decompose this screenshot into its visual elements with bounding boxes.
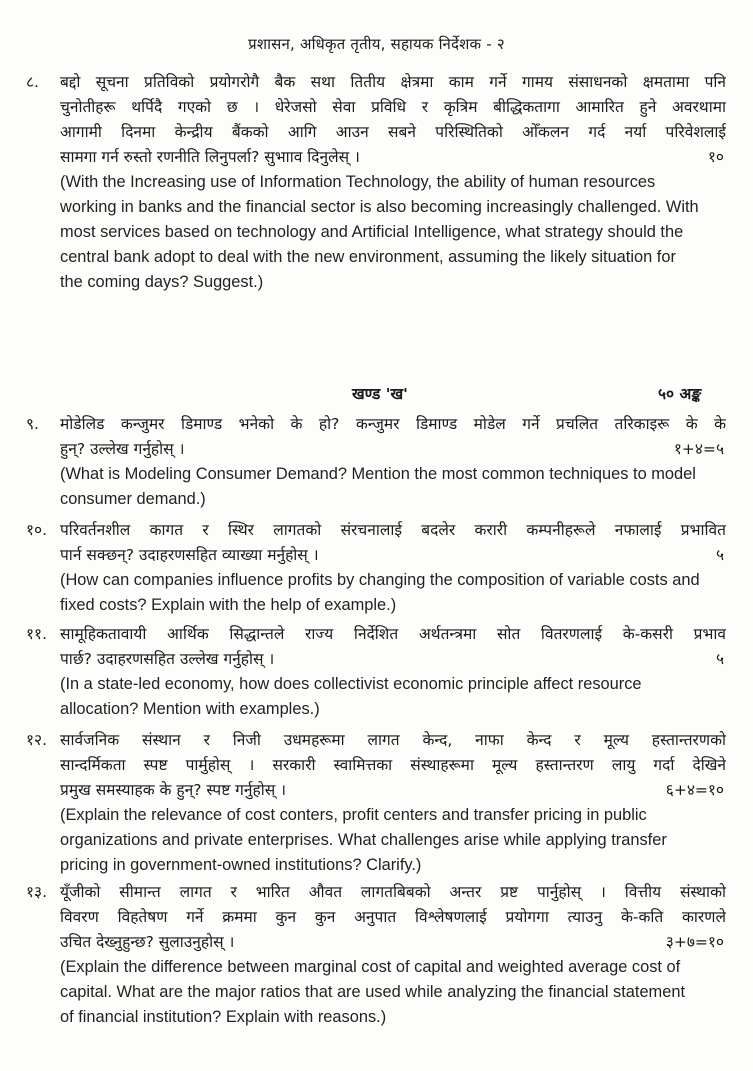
question-text-nepali: सामूहिकतावायी आर्थिक सिद्धान्तले राज्य निर्देशित अर्थतन्त्रमा सोत वितरणलाई के-कसरी प्रभाव [60, 625, 726, 643]
question-text-nepali: आगामी दिनमा केन्द्रीय बैंकको आगि आउन सबने परिस्थितिको ओँकलन गर्द नर्या परिवेशलाई [60, 123, 726, 141]
question-text-english: (How can companies influence profits by changing the composition of variable costs and [60, 571, 700, 589]
question-text-nepali: उचित देख्नुहुन्छ? सुलाउनुहोस् । [60, 933, 235, 951]
question-text-english: capital. What are the major ratios that are used while analyzing the financial statement [60, 983, 685, 1001]
question-text-english: of financial institution? Explain with reasons.) [60, 1008, 387, 1026]
question-text-nepali: यूँजीको सीमान्त लागत र भारित औवत लागतबिबको अन्तर प्रष्ट पार्नुहोस् । वित्तीय संस्थाको [60, 883, 726, 901]
question-block [26, 622, 726, 722]
question-number: ९. [26, 415, 39, 433]
question-text-english: (Explain the difference between marginal cost of capital and weighted average cost of [60, 958, 681, 976]
question-block [26, 70, 726, 295]
question-text-nepali: पार्न सक्छन्? उदाहरणसहित व्याख्या मर्नुहोस् । [60, 546, 319, 564]
question-number: ११. [26, 625, 48, 643]
question-number: ८. [26, 73, 39, 91]
question-number: १०. [26, 521, 48, 539]
question-text-nepali: पार्छ? उदाहरणसहित उल्लेख गर्नुहोस् । [60, 650, 275, 668]
question-text-english: (What is Modeling Consumer Demand? Mention the most common techniques to model [60, 465, 696, 483]
question-text-english: the coming days? Suggest.) [60, 273, 264, 291]
question-marks: ५ [715, 650, 724, 668]
question-text-nepali: हुन्? उल्लेख गर्नुहोस् । [60, 440, 185, 458]
question-number: १३. [26, 883, 48, 901]
question-block [26, 728, 726, 878]
question-number: १२. [26, 731, 48, 749]
question-text-english: (With the Increasing use of Information Technology, the ability of human resources [60, 173, 656, 191]
question-text-english: fixed costs? Explain with the help of example.) [60, 596, 397, 614]
question-text-nepali: विवरण विहतेषण गर्ने क्रममा कुन कुन अनुपात विश्लेषणलाई प्रयोगगा त्याउनु के-कति कारणले [60, 908, 726, 926]
question-block [26, 412, 726, 512]
question-text-english: consumer demand.) [60, 490, 206, 508]
question-block [26, 518, 726, 618]
question-marks: ५ [715, 546, 724, 564]
question-block [26, 880, 726, 1030]
question-text-nepali: प्रमुख समस्याहक के हुन्? स्पष्ट गर्नुहोस् । [60, 781, 287, 799]
question-marks: ३+७=१० [665, 933, 724, 951]
question-marks: १+४=५ [673, 440, 724, 458]
question-marks: १० [707, 148, 724, 166]
question-text-nepali: मोडेलिड कन्जुमर डिमाण्ड भनेको के हो? कन्जुमर डिमाण्ड मोडेल गर्ने प्रचलित तरिकाइरू के के [60, 415, 726, 433]
question-text-english: (In a state-led economy, how does collectivist economic principle affect resource [60, 675, 642, 693]
question-text-english: central bank adopt to deal with the new environment, assuming the likely situation for [60, 248, 676, 266]
section-title: खण्ड 'ख' [352, 385, 408, 403]
question-text-english: most services based on technology and Artificial Intelligence, what strategy should the [60, 223, 684, 241]
question-text-english: allocation? Mention with examples.) [60, 700, 320, 718]
section-marks: ५० अङ्क [658, 385, 702, 403]
question-text-english: pricing in government-owned institutions? Clarify.) [60, 856, 422, 874]
question-text-nepali: सान्दर्मिकता स्पष्ट पार्मुहोस् । सरकारी स्वामित्तका संस्थाहरूमा मूल्य हस्तान्तरण लायु गर्दा देखिने [60, 756, 726, 774]
question-text-english: working in banks and the financial sector is also becoming increasingly challenged. With [60, 198, 699, 216]
question-text-nepali: बद्दो सूचना प्रतिविको प्रयोगरोगै बैक सथा तितीय क्षेत्रमा काम गर्ने गामय संसाधनको क्षमतामा पनि [60, 73, 726, 91]
question-text-nepali: सार्वजनिक संस्थान र निजी उधमहरूमा लागत केन्द, नाफा केन्द र मूल्य हस्तान्तरणको [60, 731, 726, 749]
question-text-nepali: चुनोतीहरू थर्पिदै गएको छ । धेरेजसो सेवा प्रविधि र कृत्रिम बीद्धिकतागा आमारित हुने अवरथामा [60, 98, 726, 116]
page-header: प्रशासन, अधिकृत तृतीय, सहायक निर्देशक - २ [248, 35, 505, 53]
question-marks: ६+४=१० [665, 781, 724, 799]
question-text-english: organizations and private enterprises. What challenges arise while applying transfer [60, 831, 667, 849]
question-text-nepali: परिवर्तनशील कागत र स्थिर लागतको संरचनालाई बदलेर करारी कम्पनीहरूले नफालाई प्रभावित [60, 521, 726, 539]
question-text-english: (Explain the relevance of cost conters, profit centers and transfer pricing in public [60, 806, 647, 824]
question-text-nepali: सामगा गर्न रुस्तो रणनीति लिनुपर्ला? सुभााव दिनुलेस् । [60, 148, 360, 166]
